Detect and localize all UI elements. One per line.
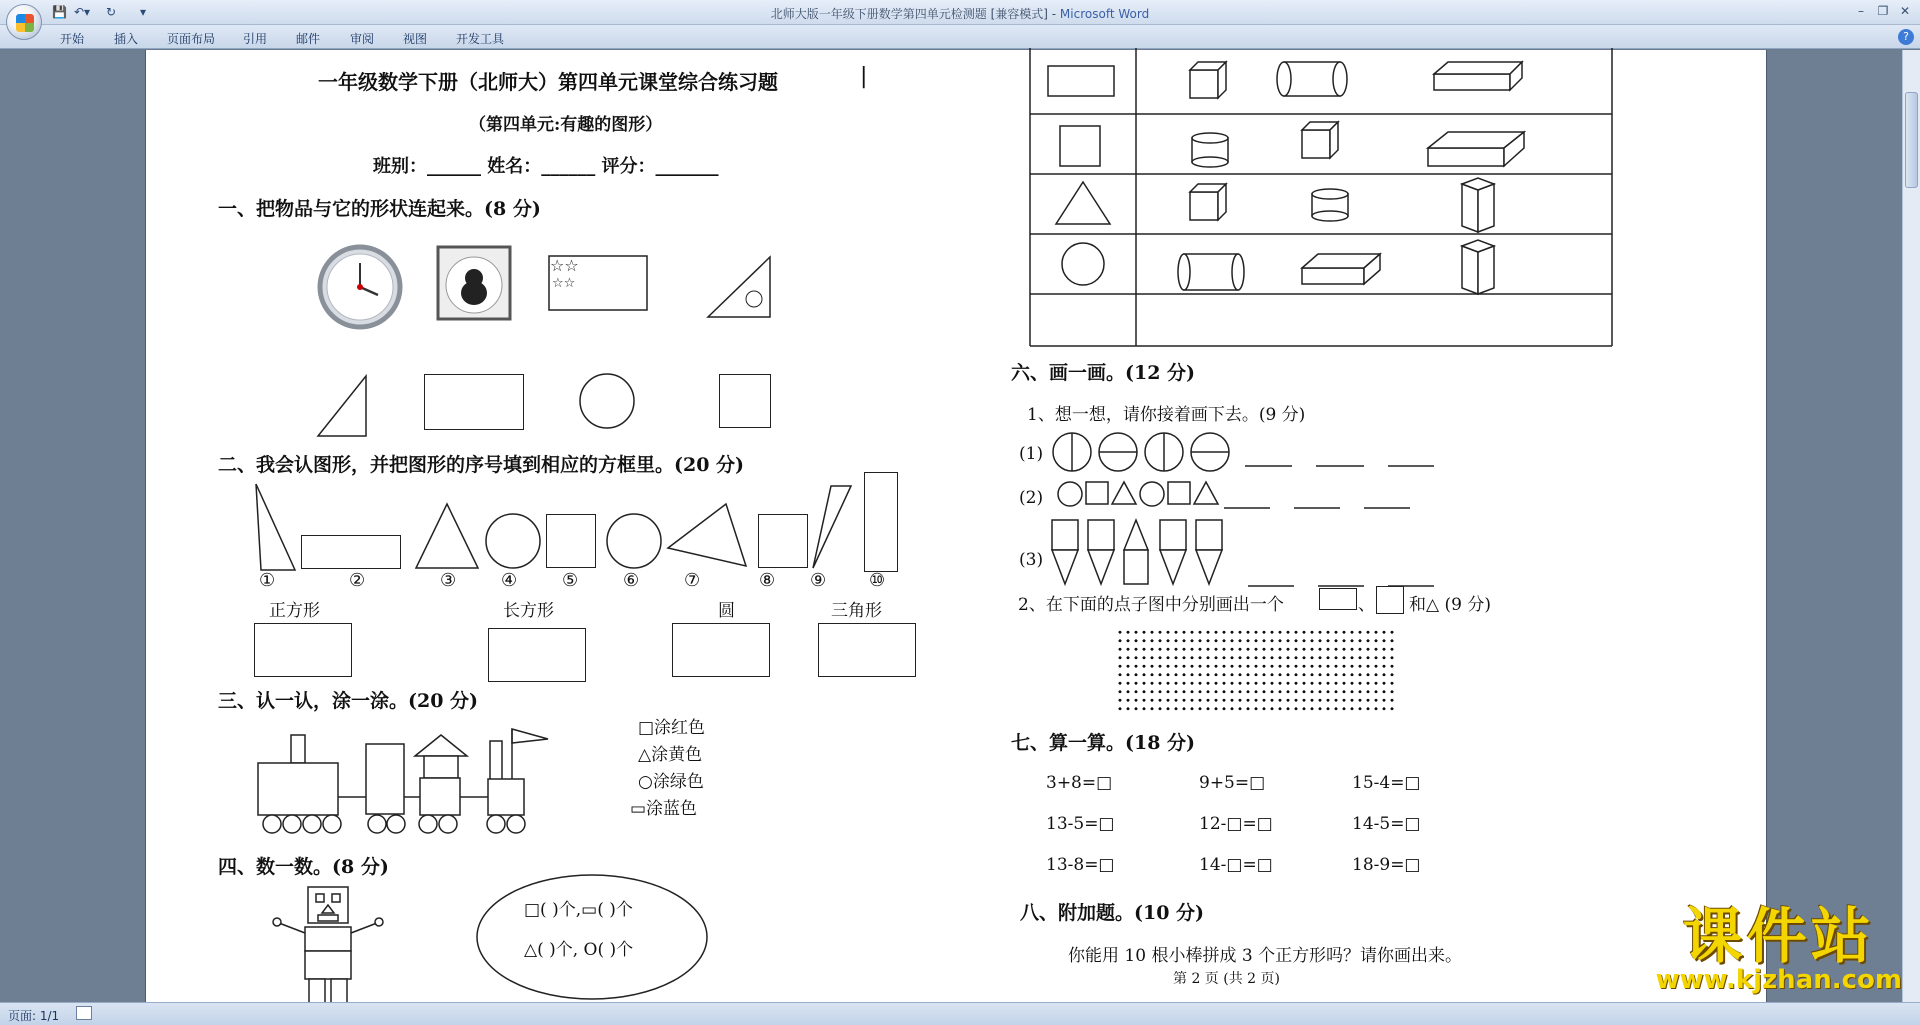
set-square-image <box>706 255 774 319</box>
tab-page-layout[interactable]: 页面布局 <box>167 32 216 46</box>
s6-row-1-label: (1) <box>1019 444 1044 464</box>
s2-num-1: ① <box>259 570 276 591</box>
tab-review[interactable]: 审阅 <box>350 32 375 46</box>
s2-num-2: ② <box>349 570 366 591</box>
s2-num-3: ③ <box>440 570 457 591</box>
s8-question: 你能用 10 根小棒拼成 3 个正方形吗？请你画出来。 <box>1068 946 1463 966</box>
section-2-heading: 二、我会认图形，并把图形的序号填到相应的方框里。(20 分) <box>218 454 745 476</box>
s2-num-10: ⑩ <box>869 570 886 591</box>
s3-legend-square: □涂红色 <box>638 718 706 738</box>
train-picture <box>256 723 616 841</box>
page-indicator[interactable]: 页面: 1/1 <box>8 1009 60 1023</box>
shape-right-triangle <box>316 374 368 438</box>
calc-1-3: 15-4=□ <box>1352 773 1421 793</box>
calc-2-3: 14-5=□ <box>1352 814 1421 834</box>
s6-question-2-part-c: 和△ (9 分) <box>1409 595 1491 615</box>
vertical-scrollbar[interactable] <box>1902 50 1920 1002</box>
s2-num-5: ⑤ <box>562 570 579 591</box>
s2-answer-box-square[interactable] <box>254 623 352 677</box>
help-icon[interactable]: ? <box>1898 29 1914 45</box>
document-area <box>0 50 1902 1002</box>
s2-cat-square: 正方形 <box>269 601 320 621</box>
s6-q2-square-box <box>1376 586 1404 614</box>
s6-q2-rectangle-box <box>1319 588 1357 610</box>
s2-shape-2 <box>301 535 401 569</box>
watermark-url: www.kjzhan.com <box>1655 965 1902 995</box>
document-page[interactable] <box>145 50 1767 1002</box>
s2-shape-10 <box>864 472 898 572</box>
s2-num-7: ⑦ <box>684 570 701 591</box>
tab-references[interactable]: 引用 <box>243 32 268 46</box>
calc-2-1: 13-5=□ <box>1046 814 1115 834</box>
svg-text:☆☆: ☆☆ <box>552 276 576 291</box>
proofing-icon[interactable] <box>76 1006 92 1020</box>
s2-shape-1 <box>253 482 297 572</box>
s2-cat-rectangle: 长方形 <box>503 601 554 621</box>
qat-menu-icon[interactable]: ▾ <box>140 5 147 19</box>
calc-3-3: 18-9=□ <box>1352 855 1421 875</box>
s2-cat-triangle: 三角形 <box>831 601 882 621</box>
s3-legend-circle: ○涂绿色 <box>638 772 704 792</box>
calc-3-1: 13-8=□ <box>1046 855 1115 875</box>
s2-cat-circle: 圆 <box>718 601 735 621</box>
s6-dot-grid[interactable] <box>1116 628 1396 714</box>
s2-answer-box-circle[interactable] <box>672 623 770 677</box>
doc-title: 一年级数学下册（北师大）第四单元课堂综合练习题 <box>318 70 778 94</box>
calc-1-1: 3+8=□ <box>1046 773 1113 793</box>
s2-shape-4 <box>485 512 543 570</box>
site-watermark <box>1656 889 1902 995</box>
scroll-thumb[interactable] <box>1905 92 1918 188</box>
shape-rectangle <box>424 374 524 430</box>
office-logo-icon <box>16 14 34 32</box>
s4-count-line-1: □( )个,▭( )个 <box>524 900 633 920</box>
cat-clock-image <box>436 245 512 321</box>
s6-row-3-label: (3) <box>1019 550 1044 570</box>
s2-shape-8 <box>758 514 808 568</box>
text-cursor: | <box>860 64 868 89</box>
window-title: 北师大版一年级下册数学第四单元检测题 [兼容模式] - Microsoft Word <box>770 7 1150 21</box>
redo-icon[interactable]: ↻ <box>106 5 117 19</box>
watermark-logo: 课件站 <box>1682 902 1875 972</box>
s3-legend-triangle: △涂黄色 <box>638 745 703 765</box>
flag-image <box>548 255 650 313</box>
calc-1-2: 9+5=□ <box>1199 773 1266 793</box>
svg-text:☆☆: ☆☆ <box>550 256 579 275</box>
ribbon-tabs <box>0 25 1920 49</box>
section-4-heading: 四、数一数。(8 分) <box>218 856 389 878</box>
shape-circle <box>579 373 637 431</box>
s6-pattern-2 <box>1058 480 1478 514</box>
doc-subtitle: （第四单元:有趣的图形） <box>469 115 663 135</box>
s6-question-2-part-b: 、 <box>1358 595 1375 615</box>
robot-picture <box>273 885 383 1003</box>
s6-pattern-1 <box>1052 430 1472 480</box>
s2-shape-5 <box>546 514 596 568</box>
close-icon[interactable]: ✕ <box>1899 4 1911 18</box>
restore-icon[interactable]: ❐ <box>1877 4 1889 18</box>
tab-view[interactable]: 视图 <box>403 32 428 46</box>
tab-insert[interactable]: 插入 <box>114 32 139 46</box>
student-info: 班别：______ 姓名：______ 评分：_______ <box>373 156 719 177</box>
calc-2-2: 12-□=□ <box>1199 814 1273 834</box>
s6-row-2-label: (2) <box>1019 488 1044 508</box>
s4-count-line-2: △( )个, O( )个 <box>524 940 634 960</box>
undo-icon[interactable]: ↶▾ <box>74 5 91 19</box>
status-bar <box>0 1002 1920 1025</box>
s5-shape-table <box>1028 48 1614 348</box>
s2-num-8: ⑧ <box>759 570 776 591</box>
calc-3-2: 14-□=□ <box>1199 855 1273 875</box>
s6-pattern-3 <box>1050 518 1490 588</box>
title-bar <box>0 0 1920 25</box>
section-6-heading: 六、画一画。(12 分) <box>1011 362 1196 384</box>
shape-square <box>719 374 771 428</box>
s2-shape-3 <box>414 502 480 570</box>
s2-num-4: ④ <box>501 570 518 591</box>
clock-image <box>316 243 406 333</box>
s2-shape-6 <box>606 512 664 570</box>
s2-shape-9 <box>811 482 855 572</box>
s2-num-6: ⑥ <box>623 570 640 591</box>
save-icon[interactable]: 💾 <box>52 5 67 19</box>
s6-question-2-part-a: 2、在下面的点子图中分别画出一个 <box>1018 595 1284 615</box>
page-footer: 第 2 页 (共 2 页) <box>1173 971 1280 987</box>
s2-shape-7 <box>666 502 754 568</box>
section-8-heading: 八、附加题。(10 分) <box>1020 902 1205 924</box>
s2-answer-box-triangle[interactable] <box>818 623 916 677</box>
s2-answer-box-rectangle[interactable] <box>488 628 586 682</box>
s6-question-1: 1、想一想，请你接着画下去。(9 分) <box>1027 405 1306 425</box>
office-button[interactable] <box>6 4 42 40</box>
section-7-heading: 七、算一算。(18 分) <box>1011 732 1196 754</box>
tab-mailings[interactable]: 邮件 <box>296 32 321 46</box>
tab-home[interactable]: 开始 <box>60 32 85 46</box>
s2-num-9: ⑨ <box>810 570 827 591</box>
section-3-heading: 三、认一认，涂一涂。(20 分) <box>218 690 479 712</box>
tab-developer[interactable]: 开发工具 <box>456 32 505 46</box>
section-1-heading: 一、把物品与它的形状连起来。(8 分) <box>218 198 541 220</box>
minimize-icon[interactable]: – <box>1858 4 1864 18</box>
s3-legend-rectangle: ▭涂蓝色 <box>630 799 698 819</box>
